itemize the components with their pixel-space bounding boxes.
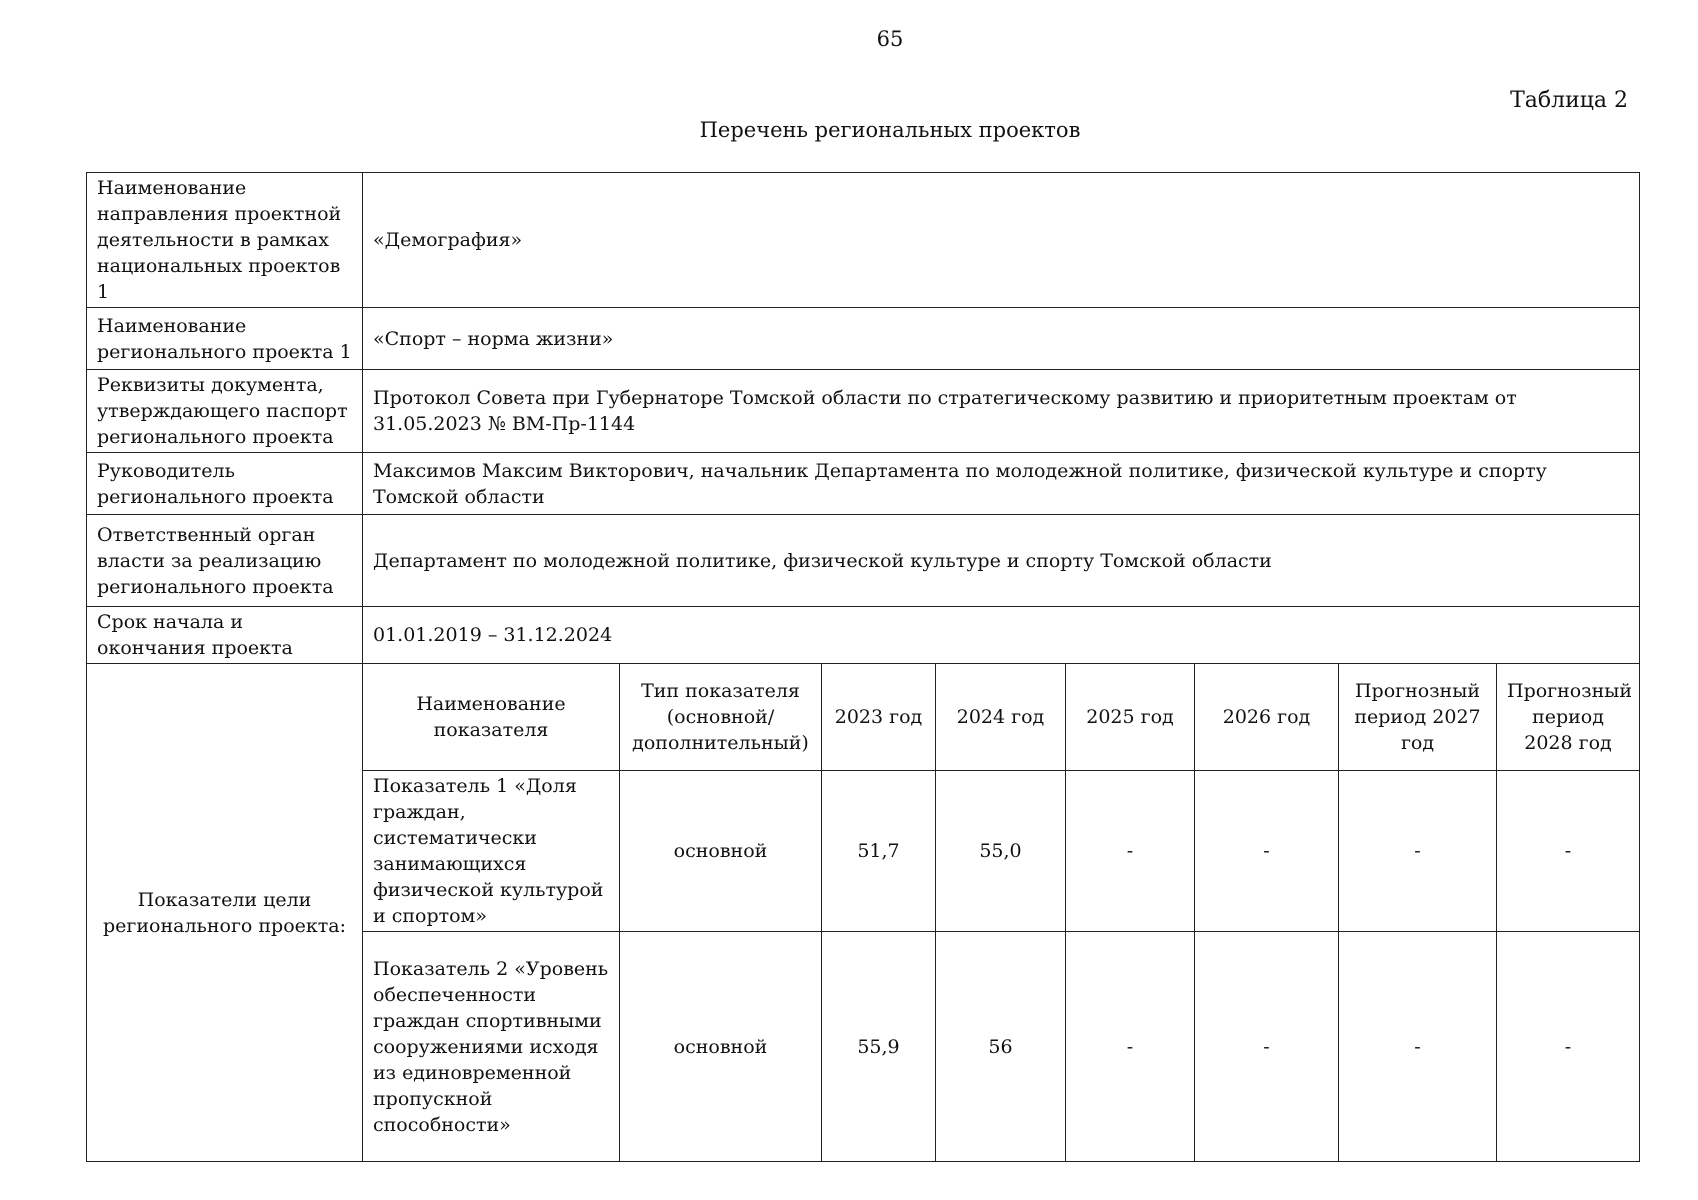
header-indicator-type: Тип показателя (основной/ дополнительный) bbox=[620, 664, 822, 771]
projects-table bbox=[86, 172, 1640, 1162]
indicators-header-row bbox=[87, 664, 1640, 771]
header-2028: Прогнозный период 2028 год bbox=[1497, 664, 1640, 771]
header-2026: 2026 год bbox=[1195, 664, 1339, 771]
indicator-value-2025: - bbox=[1066, 771, 1195, 932]
info-row-label: Руководитель регионального проекта bbox=[87, 453, 363, 515]
info-row bbox=[87, 607, 1640, 664]
indicator-value-2026: - bbox=[1195, 932, 1339, 1162]
info-row-value: Протокол Совета при Губернаторе Томской области по стратегическому развитию и приоритетным проектам от 31.05.2023 № ВМ-Пр-1144 bbox=[363, 370, 1640, 453]
header-2023: 2023 год bbox=[822, 664, 936, 771]
indicators-section-label: Показатели цели регионального проекта: bbox=[87, 664, 363, 1162]
info-row bbox=[87, 453, 1640, 515]
info-row-label: Срок начала и окончания проекта bbox=[87, 607, 363, 664]
indicator-value-2024: 56 bbox=[936, 932, 1066, 1162]
indicator-type: основной bbox=[620, 771, 822, 932]
indicator-value-2025: - bbox=[1066, 932, 1195, 1162]
info-row-value: 01.01.2019 – 31.12.2024 bbox=[363, 607, 1640, 664]
indicator-value-2027: - bbox=[1339, 932, 1497, 1162]
info-row-value: Департамент по молодежной политике, физической культуре и спорту Томской области bbox=[363, 515, 1640, 607]
info-row-label: Реквизиты документа, утверждающего паспорт регионального проекта bbox=[87, 370, 363, 453]
info-row bbox=[87, 370, 1640, 453]
indicator-name: Показатель 2 «Уровень обеспеченности граждан спортивными сооружениями исходя из единовременной пропускной способности» bbox=[363, 932, 620, 1162]
header-2027: Прогнозный период 2027 год bbox=[1339, 664, 1497, 771]
indicator-type: основной bbox=[620, 932, 822, 1162]
info-row-label: Наименование направления проектной деятельности в рамках национальных проектов 1 bbox=[87, 173, 363, 308]
page-number: 65 bbox=[876, 27, 904, 51]
indicator-value-2028: - bbox=[1497, 771, 1640, 932]
indicator-value-2027: - bbox=[1339, 771, 1497, 932]
info-row-label: Ответственный орган власти за реализацию регионального проекта bbox=[87, 515, 363, 607]
indicator-value-2028: - bbox=[1497, 932, 1640, 1162]
indicator-value-2023: 51,7 bbox=[822, 771, 936, 932]
info-row-value: «Демография» bbox=[363, 173, 1640, 308]
info-row bbox=[87, 308, 1640, 370]
info-row-value: «Спорт – норма жизни» bbox=[363, 308, 1640, 370]
info-row-value: Максимов Максим Викторович, начальник Департамента по молодежной политике, физической культуре и спорту Томской области bbox=[363, 453, 1640, 515]
info-row-label: Наименование регионального проекта 1 bbox=[87, 308, 363, 370]
header-indicator-name: Наименование показателя bbox=[363, 664, 620, 771]
info-row bbox=[87, 515, 1640, 607]
header-2024: 2024 год bbox=[936, 664, 1066, 771]
indicator-name: Показатель 1 «Доля граждан, систематически занимающихся физической культурой и спортом» bbox=[363, 771, 620, 932]
table-label: Таблица 2 bbox=[1510, 88, 1628, 113]
indicator-value-2026: - bbox=[1195, 771, 1339, 932]
header-2025: 2025 год bbox=[1066, 664, 1195, 771]
info-row bbox=[87, 173, 1640, 308]
indicator-value-2024: 55,0 bbox=[936, 771, 1066, 932]
page-title: Перечень региональных проектов bbox=[699, 118, 1081, 142]
indicator-value-2023: 55,9 bbox=[822, 932, 936, 1162]
